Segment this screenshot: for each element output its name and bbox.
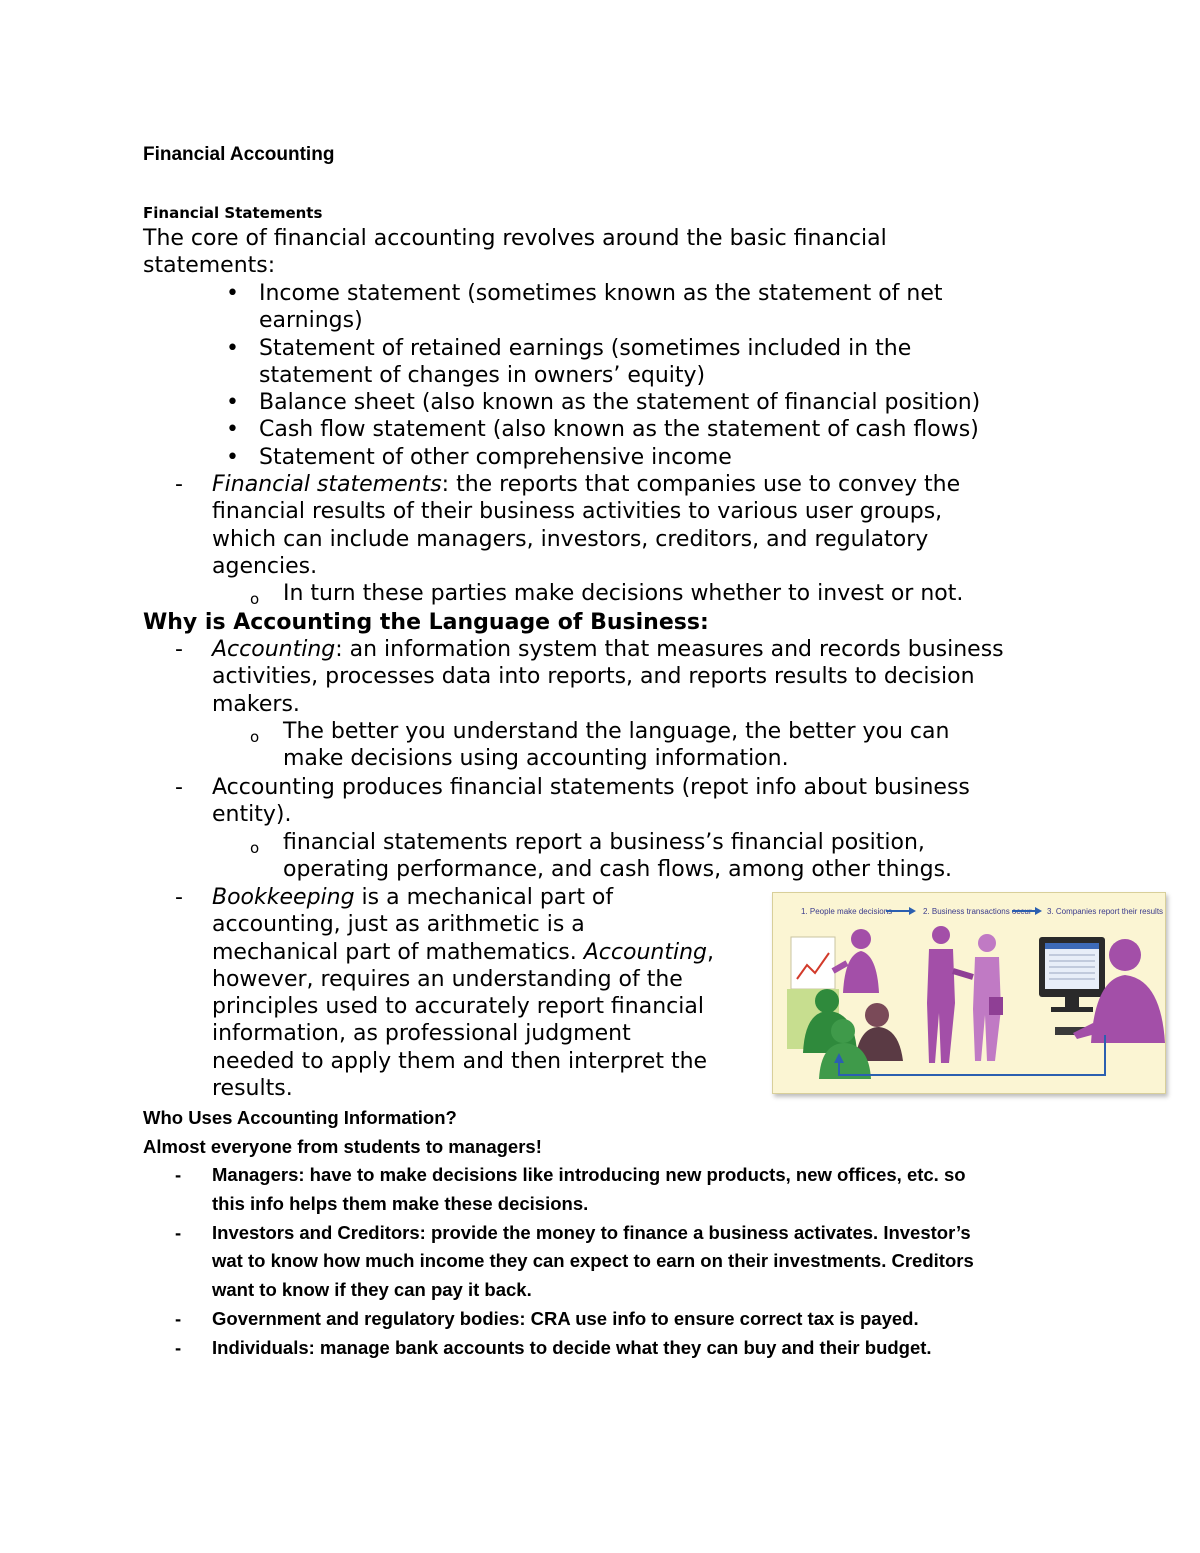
- intro-line: statements:: [143, 253, 276, 279]
- dash-marker: -: [175, 885, 183, 910]
- bookkeeping-paragraph: [175, 884, 714, 1102]
- paragraph-line: mechanical part of mathematics. Accounting,: [212, 939, 714, 965]
- dash-marker: -: [175, 1307, 182, 1329]
- handshake-icon: [927, 926, 1003, 1063]
- sub-item: o financial statements report a business’s financial position,: [283, 829, 970, 856]
- term: Accounting: [583, 939, 707, 965]
- figure-illustration: [773, 893, 1165, 1093]
- users-section: [143, 1104, 542, 1162]
- list-item: • Balance sheet (also known as the statement of financial position): [226, 390, 981, 416]
- list-item: • Cash flow statement (also known as the statement of cash flows): [226, 417, 979, 443]
- figure-caption: 1. People make decisions: [801, 907, 893, 916]
- bullet-marker: •: [226, 281, 239, 306]
- dash-marker: -: [175, 1164, 182, 1185]
- dash-marker: -: [175, 775, 183, 800]
- circle-marker: o: [250, 727, 260, 746]
- circle-marker: o: [250, 838, 260, 857]
- list-item-continuation: earnings): [259, 308, 363, 334]
- term: Accounting: [212, 637, 336, 662]
- dash-marker: -: [175, 472, 183, 497]
- accounting-produces: [175, 774, 970, 883]
- definition-line: makers.: [212, 691, 300, 717]
- definition-line: entity).: [212, 802, 292, 828]
- sub-item-continuation: operating performance, and cash flows, among other things.: [283, 856, 953, 882]
- list-item: • Statement of other comprehensive income: [226, 444, 732, 470]
- statements-list: [226, 280, 981, 471]
- dash-marker: -: [175, 1221, 182, 1243]
- definition-line: activities, processes data into reports, and reports results to decision: [212, 664, 975, 690]
- definition-line: financial results of their business activities to various user groups,: [212, 499, 943, 525]
- section-title: Financial Statements: [143, 204, 323, 222]
- sub-item: o The better you understand the language, the better you can: [283, 718, 1004, 745]
- term: Bookkeeping: [212, 885, 355, 910]
- document-title: Financial Accounting: [143, 144, 335, 165]
- list-item: - Investors and Creditors: provide the money to finance a business activates. Investor’s: [212, 1219, 974, 1248]
- presenter-icon: [833, 929, 879, 993]
- definition-line: - Accounting produces financial statements (repot info about business: [175, 775, 970, 800]
- paragraph-line: however, requires an understanding of the: [212, 966, 683, 992]
- bullet-marker: •: [226, 390, 239, 416]
- subsection-heading: Who Uses Accounting Information?: [143, 1107, 457, 1128]
- dash-marker: -: [175, 1336, 182, 1358]
- definition-line: which can include managers, investors, creditors, and regulatory: [212, 526, 929, 552]
- term: Financial statements: [212, 472, 442, 497]
- paragraph-line: results.: [212, 1076, 293, 1102]
- bullet-marker: •: [226, 444, 239, 470]
- financial-statements-definition: [175, 471, 964, 609]
- sub-item: o In turn these parties make decisions whether to invest or not.: [283, 580, 963, 607]
- definition-line: agencies.: [212, 553, 318, 579]
- audience-icon: [803, 989, 903, 1079]
- list-item-continuation: wat to know how much income they can expect to earn on their investments. Creditors: [212, 1250, 974, 1272]
- list-item-continuation: want to know if they can pay it back.: [212, 1279, 532, 1301]
- definition-line: - Financial statements: the reports that companies use to convey the: [175, 472, 961, 497]
- list-item: • Statement of retained earnings (sometimes included in the: [226, 335, 912, 361]
- intro-paragraph: [143, 225, 887, 280]
- dash-marker: -: [175, 637, 183, 662]
- arrow-right-icon: [886, 907, 916, 915]
- paragraph-line: accounting, just as arithmetic is a: [212, 912, 585, 938]
- bullet-marker: •: [226, 335, 239, 361]
- paragraph-line: needed to apply them and then interpret the: [212, 1048, 708, 1074]
- users-intro: Almost everyone from students to managers!: [143, 1135, 542, 1157]
- section-heading: Why is Accounting the Language of Business:: [143, 610, 709, 635]
- paragraph-line: information, as professional judgment: [212, 1021, 631, 1047]
- definition-line: - Accounting: an information system that measures and records business: [175, 637, 1004, 662]
- circle-marker: o: [250, 590, 260, 609]
- figure-caption: 3. Companies report their results: [1047, 907, 1164, 916]
- list-item: - Government and regulatory bodies: CRA use info to ensure correct tax is payed.: [212, 1305, 974, 1334]
- list-item-continuation: this info helps them make these decisions.: [212, 1192, 589, 1214]
- list-item: - Managers: have to make decisions like introducing new products, new offices, etc. so: [212, 1161, 974, 1190]
- figure-caption: 2. Business transactions occur: [923, 907, 1032, 916]
- intro-line: The core of financial accounting revolves around the basic financial: [143, 226, 887, 251]
- paragraph-line: principles used to accurately report financial: [212, 994, 704, 1020]
- list-item: - Individuals: manage bank accounts to decide what they can buy and their budget.: [212, 1334, 974, 1363]
- list-item: • Income statement (sometimes known as the statement of net: [226, 281, 943, 306]
- arrow-right-icon: [1012, 907, 1042, 915]
- paragraph-line: - Bookkeeping is a mechanical part of: [175, 885, 614, 910]
- sub-item-continuation: make decisions using accounting information.: [283, 746, 789, 772]
- bullet-marker: •: [226, 417, 239, 443]
- accounting-cycle-figure: [772, 892, 1166, 1094]
- list-item-continuation: statement of changes in owners’ equity): [259, 362, 706, 388]
- users-list: [175, 1161, 974, 1363]
- accounting-definition: [175, 636, 1004, 772]
